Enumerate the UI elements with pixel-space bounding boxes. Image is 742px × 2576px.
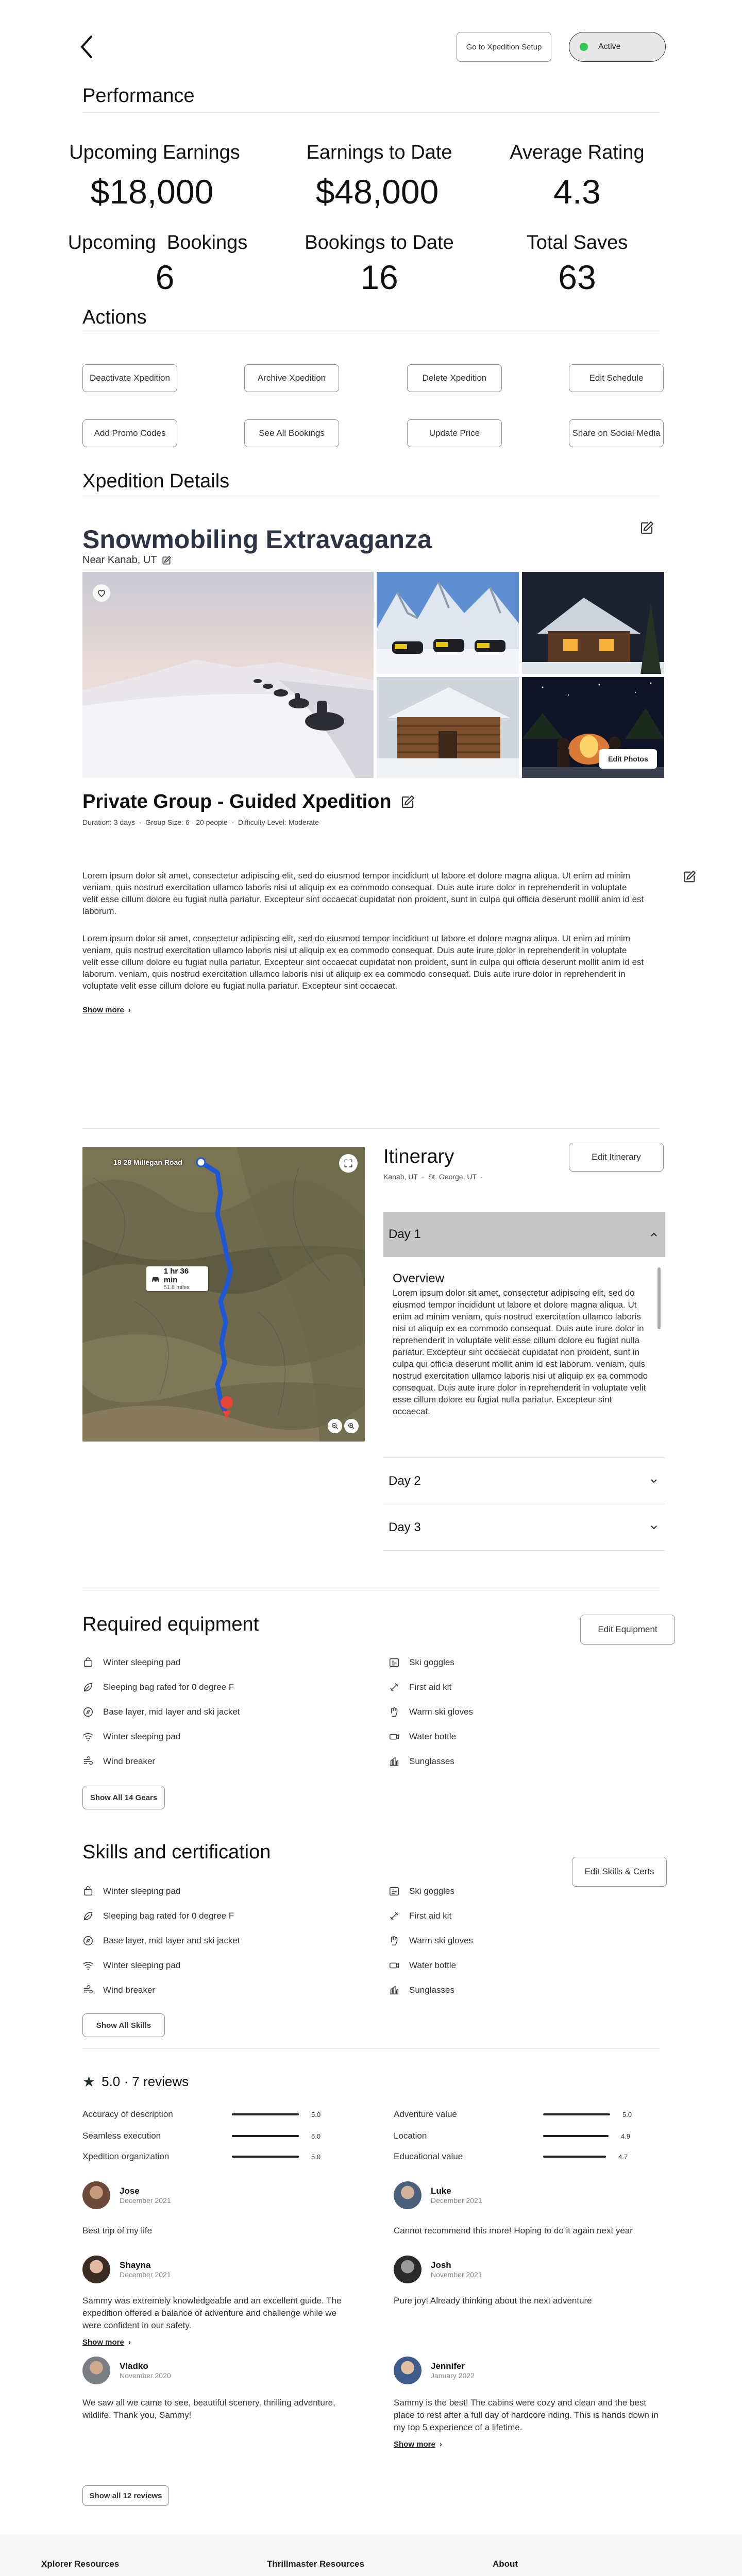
equip-item: [389, 1657, 454, 1668]
review-text: We saw all we came to see, beautiful scenery, thrilling adventure, wildlife. Thank you, Sammy!: [82, 2398, 335, 2420]
score-label: Accuracy of description: [82, 2109, 173, 2119]
status-label: Active: [598, 42, 621, 51]
equip-label: Sleeping bag rated for 0 degree F: [103, 1682, 234, 1692]
equip-item: [389, 1756, 454, 1767]
compass-icon: [82, 1935, 94, 1946]
performance-title: Performance: [82, 85, 195, 107]
footer-col-about: [493, 2559, 575, 2576]
wifi-icon: [82, 1960, 94, 1971]
photo-4[interactable]: [377, 677, 519, 778]
score-label: Adventure value: [394, 2109, 457, 2119]
review-card: [82, 2357, 361, 2421]
stat-value-upcoming-bookings: 6: [155, 258, 175, 296]
review-date: January 2022: [431, 2371, 475, 2380]
equip-item: [82, 1657, 180, 1668]
show-more-link[interactable]: [82, 1006, 131, 1014]
glove-icon: [389, 1706, 400, 1718]
review-text: Sammy is the best! The cabins were cozy and clean and the best place to rest after a full day of hardcore riding. This is hands down in my top 5 experience of a lifetime.: [394, 2398, 659, 2432]
overview-scrollbar[interactable]: [657, 1267, 661, 1329]
equip-label: Winter sleeping pad: [103, 1732, 181, 1741]
stat-label-upcoming-earnings: Upcoming Earnings: [69, 142, 240, 163]
overview-title: Overview: [393, 1272, 445, 1285]
score-row: [82, 2109, 321, 2120]
score-bar: [232, 2113, 299, 2115]
route-info-box: [146, 1266, 208, 1291]
skill-item: [82, 1985, 155, 1996]
bottle-icon: [389, 1960, 400, 1971]
score-row: [82, 2151, 321, 2162]
equip-label: Sunglasses: [409, 1756, 454, 1766]
photo-3[interactable]: [522, 572, 664, 674]
equip-item: [389, 1731, 456, 1742]
wind-icon: [82, 1985, 94, 1996]
score-label: Seamless execution: [82, 2131, 161, 2141]
equip-label: Base layer, mid layer and ski jacket: [103, 1707, 240, 1717]
sunglasses-icon: [389, 1756, 400, 1767]
equip-label: First aid kit: [409, 1682, 452, 1692]
zoom-out-icon: [331, 1422, 339, 1430]
day-1-label: Day 1: [389, 1227, 421, 1241]
see-all-bookings-button[interactable]: See All Bookings: [244, 419, 339, 447]
equip-label: Water bottle: [409, 1732, 457, 1741]
main-photo[interactable]: [82, 572, 374, 778]
equip-item: [82, 1731, 180, 1742]
score-value: 4.9: [621, 2132, 631, 2140]
stat-value-average-rating: 4.3: [553, 173, 601, 211]
score-row: [82, 2131, 321, 2141]
reviews-summary: [82, 2073, 189, 2090]
edit-name-button[interactable]: [639, 520, 655, 537]
skill-label: Sunglasses: [409, 1985, 454, 1995]
footer-col-xplorer: [41, 2559, 119, 2576]
score-row: [394, 2151, 628, 2162]
car-icon: [150, 1274, 161, 1284]
wifi-icon: [82, 1731, 94, 1742]
avatar: [394, 2357, 421, 2384]
stat-label-total-saves: Total Saves: [526, 232, 628, 253]
show-more-label: Show more: [82, 2338, 124, 2347]
skill-item: [389, 1910, 451, 1922]
compass-icon: [82, 1706, 94, 1718]
footer: [0, 2533, 742, 2576]
edit-itinerary-button[interactable]: Edit Itinerary: [569, 1143, 664, 1172]
avatar: [82, 2256, 110, 2283]
heart-icon: [97, 588, 106, 598]
fullscreen-icon: [344, 1159, 353, 1168]
day-3-label: Day 3: [389, 1520, 421, 1534]
review-text: Sammy was extremely knowledgeable and an excellent guide. The expedition offered a balance of adventure and challenge while we were confident in our safety.: [82, 2296, 342, 2330]
show-all-reviews-button[interactable]: Show all 12 reviews: [82, 2485, 169, 2506]
photo-5[interactable]: [522, 677, 664, 778]
skill-label: Winter sleeping pad: [103, 1960, 181, 1970]
avatar: [82, 2357, 110, 2384]
first-aid-icon: [389, 1910, 400, 1922]
skills-title: Skills and certification: [82, 1841, 271, 1863]
status-dot: [580, 43, 588, 51]
photo-2[interactable]: [377, 572, 519, 674]
review-name: Vladko: [120, 2361, 148, 2371]
show-more-label: Show more: [82, 1006, 124, 1014]
day-3-header[interactable]: [383, 1504, 665, 1551]
footer-col-thrillmaster: [267, 2559, 394, 2576]
bottle-icon: [389, 1731, 400, 1742]
review-name: Shayna: [120, 2260, 151, 2270]
score-row: [394, 2109, 632, 2120]
score-row: [394, 2131, 630, 2141]
back-button[interactable]: [76, 34, 97, 60]
review-card: [82, 2256, 361, 2347]
equip-item: [82, 1756, 155, 1767]
review-date: November 2020: [120, 2371, 171, 2380]
review-name: Jose: [120, 2186, 140, 2196]
review-date: November 2021: [431, 2270, 482, 2279]
score-bar: [543, 2113, 610, 2115]
skill-item: [82, 1960, 180, 1971]
show-more-link[interactable]: [82, 2338, 361, 2347]
skill-item: [82, 1886, 180, 1897]
bag-icon: [82, 1657, 94, 1668]
glove-icon: [389, 1935, 400, 1946]
stat-label-earnings-to-date: Earnings to Date: [306, 142, 452, 163]
score-bar: [232, 2135, 299, 2137]
overview-text: Lorem ipsum dolor sit amet, consectetur adipiscing elit, sed do eiusmod tempor incididunt ut labore et dolore magna aliqua. Ut enim ad minim veniam, quis nostrud exercitation ullamco laboris nisi ut aliquip ex ea commodo consequat. Duis aute irure dolor in reprehenderit in voluptate velit esse cillum dolore eu fugiat nulla pariatur. Excepteur sint occaecat cupidatat non proident, sunt in culpa qui officia deserunt mollit anim id est laborum. veniam, quis nostrud exercitation ullamco laboris nisi ut aliquip ex ea commodo consequat. Duis aute irure dolor in reprehenderit in voluptate velit esse cillum dolore eu fugiat nulla pariatur. Excepteur sint occaecat.: [393, 1288, 648, 1416]
route-duration: 1 hr 36 min: [163, 1267, 189, 1284]
stat-label-upcoming-bookings: Upcoming Bookings: [68, 232, 248, 253]
avatar: [394, 2181, 421, 2209]
zoom-in-icon: [347, 1422, 356, 1430]
skill-label: Winter sleeping pad: [103, 1886, 181, 1896]
star-icon: ★: [82, 2074, 96, 2090]
wind-icon: [82, 1756, 94, 1767]
skill-item: [389, 1935, 473, 1946]
add-promo-codes-button[interactable]: Add Promo Codes: [82, 419, 177, 447]
chevron-left-icon: [80, 36, 93, 58]
edit-icon: [682, 870, 697, 884]
deactivate-button[interactable]: Deactivate Xpedition: [82, 364, 177, 392]
skill-label: Water bottle: [409, 1960, 457, 1970]
score-value: 4.7: [618, 2153, 628, 2161]
edit-icon: [639, 520, 654, 536]
edit-equipment-button[interactable]: Edit Equipment: [580, 1615, 675, 1645]
skill-label: Wind breaker: [103, 1985, 156, 1995]
skill-item: [389, 1985, 454, 1996]
goggles-icon: [389, 1657, 400, 1668]
zoom-out-button[interactable]: [328, 1419, 342, 1433]
goggles-icon: [389, 1886, 400, 1897]
score-value: 5.0: [311, 2110, 321, 2119]
first-aid-icon: [389, 1682, 400, 1693]
avatar: [394, 2256, 421, 2283]
zoom-in-button[interactable]: [344, 1419, 359, 1433]
score-value: 5.0: [622, 2110, 632, 2119]
review-card: [82, 2181, 361, 2237]
sunglasses-icon: [389, 1985, 400, 1996]
show-more-label: Show more: [394, 2440, 435, 2449]
skill-item: [389, 1886, 454, 1897]
delete-button[interactable]: Delete Xpedition: [407, 364, 502, 392]
review-name: Jennifer: [431, 2361, 465, 2371]
equip-label: Winter sleeping pad: [103, 1657, 181, 1667]
edit-photos-button[interactable]: Edit Photos: [599, 749, 657, 769]
review-date: December 2021: [431, 2196, 482, 2205]
route-distance: 51.8 miles: [163, 1284, 190, 1291]
update-price-button[interactable]: Update Price: [407, 419, 502, 447]
stat-label-bookings-to-date: Bookings to Date: [305, 232, 454, 253]
review-text: Best trip of my life: [82, 2226, 153, 2235]
trip-meta: Duration: 3 days · Group Size: 6 - 20 people · Difficulty Level: Moderate: [82, 818, 319, 826]
share-social-button[interactable]: Share on Social Media: [569, 419, 664, 447]
edit-skills-button[interactable]: Edit Skills & Certs: [572, 1857, 667, 1887]
leaf-icon: [82, 1682, 94, 1693]
equip-item: [389, 1706, 473, 1718]
avatar: [82, 2181, 110, 2209]
favorite-button[interactable]: [93, 584, 110, 602]
skill-label: Ski goggles: [409, 1886, 454, 1896]
route-map[interactable]: [82, 1147, 365, 1442]
stat-value-earnings-to-date: $48,000: [315, 173, 439, 211]
review-card: [394, 2181, 672, 2237]
edit-group-icon[interactable]: [400, 794, 415, 810]
description-paragraph-1: Lorem ipsum dolor sit amet, consectetur adipiscing elit, sed do eiusmod tempor incididunt ut labore et dolore magna aliqua. Ut enim ad minim veniam, quis nostrud exercitation ullamco laboris nisi ut aliquip ex ea commodo consequat. Duis aute irure dolor in reprehenderit in voluptate velit esse cillum dolore eu fugiat nulla pariatur. Excepteur sint occaecat cupidatat non proident, sunt in culpa qui officia deserunt mollit anim id est laborum.: [82, 871, 644, 916]
stat-value-upcoming-earnings: $18,000: [90, 173, 214, 211]
archive-button[interactable]: Archive Xpedition: [244, 364, 339, 392]
chevron-up-icon: [650, 1232, 657, 1237]
review-date: December 2021: [120, 2270, 171, 2279]
bag-icon: [82, 1886, 94, 1897]
equip-label: Wind breaker: [103, 1756, 156, 1766]
show-more-link[interactable]: [394, 2440, 672, 2449]
stat-value-bookings-to-date: 16: [360, 258, 398, 296]
chevron-right-icon: ›: [439, 2440, 442, 2449]
chevron-down-icon: [650, 1525, 657, 1530]
equip-item: [82, 1682, 234, 1693]
location-text: Near Kanab, UT: [82, 554, 157, 566]
skill-item: [82, 1910, 234, 1922]
map-start-label: 18 28 Millegan Road: [113, 1158, 182, 1166]
score-label: Educational value: [394, 2151, 463, 2161]
stat-label-average-rating: Average Rating: [510, 142, 645, 163]
equip-label: Warm ski gloves: [409, 1707, 474, 1717]
day-1-panel: [383, 1257, 665, 1458]
stat-value-total-saves: 63: [558, 258, 596, 296]
status-toggle[interactable]: [569, 32, 666, 62]
review-card: [394, 2357, 672, 2449]
group-title-row: [82, 791, 415, 813]
fullscreen-button[interactable]: [339, 1154, 358, 1173]
review-card: [394, 2256, 672, 2307]
go-to-setup-button[interactable]: Go to Xpedition Setup: [457, 32, 551, 62]
chevron-right-icon: ›: [128, 2338, 131, 2347]
edit-description-button[interactable]: [682, 870, 698, 885]
score-value: 5.0: [311, 2153, 321, 2161]
score-value: 5.0: [311, 2132, 321, 2140]
actions-title: Actions: [82, 307, 147, 328]
itinerary-route: Kanab, UT · St. George, UT ·: [383, 1173, 483, 1181]
score-bar: [232, 2156, 299, 2158]
skill-label: Base layer, mid layer and ski jacket: [103, 1936, 240, 1945]
show-all-gears-button[interactable]: Show All 14 Gears: [82, 1786, 165, 1809]
footer-heading: About: [493, 2559, 518, 2569]
score-bar: [543, 2135, 609, 2137]
show-all-skills-button[interactable]: Show All Skills: [82, 2013, 165, 2037]
skill-label: Sleeping bag rated for 0 degree F: [103, 1911, 234, 1921]
review-name: Luke: [431, 2186, 451, 2196]
skill-label: Warm ski gloves: [409, 1936, 474, 1945]
review-name: Josh: [431, 2260, 451, 2270]
equip-item: [389, 1682, 451, 1693]
equip-item: [82, 1706, 240, 1718]
skill-item: [82, 1935, 240, 1946]
score-label: Location: [394, 2131, 427, 2141]
day-2-header[interactable]: [383, 1458, 665, 1504]
day-1-header[interactable]: [383, 1212, 665, 1257]
leaf-icon: [82, 1910, 94, 1922]
skill-item: [389, 1960, 456, 1971]
description-paragraph-2: Lorem ipsum dolor sit amet, consectetur adipiscing elit, sed do eiusmod tempor incididunt ut labore et dolore magna aliqua. Ut enim ad minim veniam, quis nostrud exercitation ullamco laboris nisi ut aliquip ex ea commodo consequat. Duis aute irure dolor in reprehenderit in voluptate velit esse cillum dolore eu fugiat nulla pariatur. Excepteur sint occaecat cupidatat non proident, sunt in culpa qui officia deserunt mollit anim id est laborum. veniam, quis nostrud exercitation ullamco laboris nisi ut aliquip ex ea commodo consequat. Duis aute irure dolor in reprehenderit in voluptate velit esse cillum dolore eu fugiat nulla pariatur. Excepteur sint occaecat.: [82, 934, 644, 991]
edit-location-icon[interactable]: [161, 555, 172, 566]
footer-heading: Thrillmaster Resources: [267, 2559, 364, 2569]
location-row: [82, 554, 172, 566]
details-title: Xpedition Details: [82, 470, 230, 492]
score-bar: [543, 2156, 606, 2158]
review-text: Pure joy! Already thinking about the next adventure: [394, 2296, 592, 2306]
equipment-title: Required equipment: [82, 1614, 259, 1635]
itinerary-title: Itinerary: [383, 1146, 454, 1167]
equip-label: Ski goggles: [409, 1657, 454, 1667]
edit-schedule-button[interactable]: Edit Schedule: [569, 364, 664, 392]
chevron-right-icon: ›: [128, 1006, 131, 1014]
review-date: December 2021: [120, 2196, 171, 2205]
day-2-label: Day 2: [389, 1473, 421, 1488]
reviews-summary-text: 5.0 · 7 reviews: [102, 2074, 189, 2089]
xpedition-name: Snowmobiling Extravaganza: [82, 525, 432, 554]
skill-label: First aid kit: [409, 1911, 452, 1921]
score-label: Xpedition organization: [82, 2151, 170, 2161]
group-title: Private Group - Guided Xpedition: [82, 791, 392, 812]
review-text: Cannot recommend this more! Hoping to do it again next year: [394, 2226, 633, 2235]
footer-heading: Xplorer Resources: [41, 2559, 120, 2569]
chevron-down-icon: [650, 1479, 657, 1484]
